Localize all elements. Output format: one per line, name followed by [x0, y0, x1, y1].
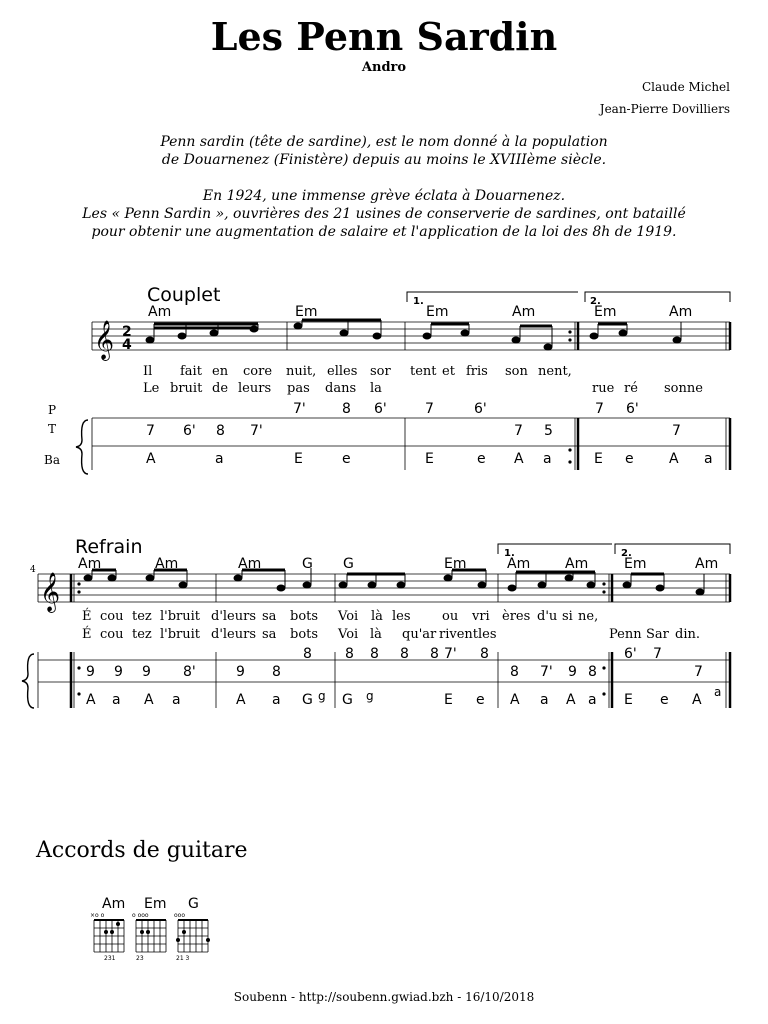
tab-row-ba	[86, 685, 721, 708]
svg-text:A: A	[669, 451, 679, 467]
svg-text:de: de	[212, 381, 229, 396]
chord-symbol: Em	[295, 304, 318, 320]
tab-row-t	[86, 664, 703, 680]
svg-text:rue: rue	[592, 381, 615, 396]
svg-text:E: E	[425, 451, 434, 467]
svg-text:sonne: sonne	[664, 381, 703, 396]
svg-text:G: G	[188, 896, 199, 912]
staff-label-ba: Ba	[44, 453, 60, 467]
chord-symbol: Am	[148, 304, 172, 320]
arranger: Jean-Pierre Dovilliers	[599, 102, 730, 116]
lyrics-line-2	[82, 626, 700, 642]
song-title: Les Penn Sardin	[210, 14, 558, 59]
svg-text:E: E	[294, 451, 303, 467]
svg-text:8: 8	[342, 401, 351, 417]
svg-text:sa: sa	[262, 627, 277, 642]
svg-text:2.: 2.	[590, 296, 601, 307]
svg-text:7: 7	[595, 401, 604, 417]
svg-text:e: e	[625, 451, 634, 467]
svg-text:a: a	[543, 451, 552, 467]
guitar-chord-diagrams	[86, 894, 236, 960]
chord-symbol: Em	[624, 556, 647, 572]
svg-text:g: g	[318, 689, 326, 703]
svg-text:son: son	[505, 364, 528, 379]
svg-text:elles: elles	[327, 364, 358, 379]
time-signature: 4	[122, 337, 132, 353]
svg-text:les: les	[478, 627, 497, 642]
svg-text:e: e	[342, 451, 351, 467]
svg-text:fait: fait	[180, 364, 202, 379]
chord-symbol: Am	[669, 304, 693, 320]
staff	[92, 322, 730, 350]
svg-text:et: et	[442, 364, 455, 379]
svg-text:a: a	[172, 692, 181, 708]
svg-text:e: e	[476, 692, 485, 708]
svg-text:bruit: bruit	[170, 381, 203, 396]
note-group	[146, 324, 258, 343]
chord-symbol: Em	[426, 304, 449, 320]
svg-text:nuit,: nuit,	[286, 364, 317, 379]
svg-text:231: 231	[104, 955, 116, 960]
svg-text:8: 8	[400, 646, 409, 662]
svg-text:a: a	[588, 692, 597, 708]
svg-text:×o o: ×o o	[90, 912, 105, 919]
svg-text:1.: 1.	[413, 296, 424, 307]
svg-text:G: G	[302, 692, 313, 708]
svg-text:7: 7	[425, 401, 434, 417]
svg-text:rivent: rivent	[439, 627, 479, 642]
song-subtitle: Andro	[361, 60, 407, 75]
svg-text:9: 9	[568, 664, 577, 680]
intro-line: En 1924, une immense grève éclata à Douarnenez.	[202, 188, 566, 204]
svg-text:tez: tez	[132, 609, 152, 624]
svg-text:G: G	[342, 692, 353, 708]
svg-text:cou: cou	[100, 609, 124, 624]
svg-text:7: 7	[653, 646, 662, 662]
staff-label-t: T	[48, 422, 57, 436]
svg-text:9: 9	[86, 664, 95, 680]
svg-text:23: 23	[136, 955, 144, 960]
score-system-2	[0, 532, 768, 712]
svg-text:les: les	[392, 609, 411, 624]
svg-text:A: A	[692, 692, 702, 708]
svg-text:5: 5	[544, 423, 553, 439]
svg-text:ne,: ne,	[578, 609, 599, 624]
section-label-refrain: Refrain	[75, 536, 143, 558]
repeat-dots	[568, 448, 571, 463]
svg-text:d'leurs: d'leurs	[211, 627, 257, 642]
svg-text:Voi: Voi	[338, 627, 359, 642]
svg-text:a: a	[540, 692, 549, 708]
time-signature: 2	[122, 324, 132, 340]
svg-text:là: là	[370, 627, 382, 642]
intro-line: pour obtenir une augmentation de salaire et l'application de la loi des 8h de 1919.	[91, 224, 677, 240]
svg-text:8: 8	[430, 646, 439, 662]
svg-text:8: 8	[480, 646, 489, 662]
guitar-chords-heading: Accords de guitare	[36, 838, 248, 863]
footer-credits: Soubenn - http://soubenn.gwiad.bzh - 16/10/2018	[233, 990, 535, 1004]
svg-text:9: 9	[236, 664, 245, 680]
svg-text:A: A	[86, 692, 96, 708]
lyrics-line-1	[143, 364, 572, 379]
svg-text:7': 7'	[293, 401, 306, 417]
svg-text:A: A	[236, 692, 246, 708]
note-group	[339, 570, 486, 588]
svg-text:core: core	[243, 364, 273, 379]
svg-text:A: A	[514, 451, 524, 467]
composer: Claude Michel	[641, 80, 730, 94]
svg-text:É: É	[82, 609, 92, 624]
svg-text:Sar: Sar	[646, 627, 669, 642]
svg-text:6': 6'	[624, 646, 637, 662]
treble-clef-icon: 𝄞	[40, 572, 61, 612]
svg-text:7: 7	[694, 664, 703, 680]
svg-text:Em: Em	[144, 896, 167, 912]
chord-symbol: Am	[565, 556, 589, 572]
tab-row-ba	[146, 451, 713, 467]
svg-text:Am: Am	[102, 896, 126, 912]
svg-text:É: É	[82, 627, 92, 642]
svg-text:7: 7	[672, 423, 681, 439]
svg-text:ré: ré	[624, 381, 638, 396]
svg-text:Il: Il	[143, 364, 153, 379]
svg-text:a: a	[272, 692, 281, 708]
svg-text:E: E	[624, 692, 633, 708]
svg-text:8: 8	[588, 664, 597, 680]
svg-text:E: E	[594, 451, 603, 467]
svg-text:dans: dans	[325, 381, 357, 396]
svg-text:e: e	[477, 451, 486, 467]
svg-text:nent,: nent,	[538, 364, 572, 379]
svg-text:6': 6'	[474, 401, 487, 417]
tab-row-t	[146, 423, 681, 439]
svg-text:8: 8	[510, 664, 519, 680]
svg-text:9: 9	[114, 664, 123, 680]
svg-text:A: A	[144, 692, 154, 708]
svg-text:7': 7'	[444, 646, 457, 662]
chord-symbol: Am	[155, 556, 179, 572]
intro-paragraph-2	[0, 187, 768, 241]
intro-paragraph-1	[0, 133, 768, 169]
chord-symbol: Am	[512, 304, 536, 320]
svg-text:9: 9	[142, 664, 151, 680]
svg-text:a: a	[215, 451, 224, 467]
chord-symbol: G	[343, 556, 354, 572]
svg-text:Le: Le	[143, 381, 160, 396]
svg-text:7': 7'	[250, 423, 263, 439]
chord-symbol: Em	[594, 304, 617, 320]
svg-text:d'u: d'u	[537, 609, 558, 624]
svg-text:qu'ar: qu'ar	[402, 627, 437, 642]
svg-text:g: g	[366, 689, 374, 703]
svg-text:6': 6'	[374, 401, 387, 417]
svg-text:la: la	[370, 381, 382, 396]
svg-text:sor: sor	[370, 364, 391, 379]
tab-row-p	[303, 646, 662, 662]
note-group	[623, 574, 704, 595]
brace-icon	[22, 654, 34, 708]
svg-text:l'bruit: l'bruit	[160, 609, 201, 624]
svg-text:a: a	[112, 692, 121, 708]
svg-text:7: 7	[514, 423, 523, 439]
note-group	[84, 570, 187, 588]
chord-symbol: G	[302, 556, 313, 572]
note-group	[423, 324, 552, 350]
chord-symbol: Am	[507, 556, 531, 572]
lyrics-line-1	[82, 608, 598, 624]
chord-diagram-am	[90, 896, 125, 960]
svg-text:8': 8'	[183, 664, 196, 680]
svg-text:8: 8	[303, 646, 312, 662]
svg-text:Voi: Voi	[338, 609, 359, 624]
measure-number: 4	[30, 565, 36, 575]
chord-symbol: Em	[444, 556, 467, 572]
svg-text:E: E	[444, 692, 453, 708]
svg-text:vri: vri	[472, 609, 490, 624]
svg-text:ooo: ooo	[174, 912, 186, 919]
svg-text:8: 8	[216, 423, 225, 439]
svg-text:6': 6'	[183, 423, 196, 439]
svg-text:leurs: leurs	[238, 381, 272, 396]
svg-text:8: 8	[370, 646, 379, 662]
svg-text:e: e	[660, 692, 669, 708]
tab-row-p	[293, 401, 639, 417]
svg-text:2.: 2.	[621, 548, 632, 559]
svg-text:l'bruit: l'bruit	[160, 627, 201, 642]
svg-text:ou: ou	[442, 609, 459, 624]
section-label-couplet: Couplet	[147, 284, 221, 306]
svg-text:7': 7'	[540, 664, 553, 680]
intro-line: Penn sardin (tête de sardine), est le nom donné à la population	[160, 134, 608, 150]
chord-symbol: Am	[238, 556, 262, 572]
chord-symbol: Am	[695, 556, 719, 572]
svg-text:21 3: 21 3	[176, 955, 190, 960]
svg-text:6': 6'	[626, 401, 639, 417]
note-group	[234, 568, 311, 591]
chord-diagram-g	[174, 896, 210, 960]
svg-text:7: 7	[146, 423, 155, 439]
svg-text:a: a	[704, 451, 713, 467]
svg-text:o ooo: o ooo	[132, 912, 149, 919]
score-system-1	[0, 280, 768, 480]
svg-text:là: là	[371, 609, 383, 624]
svg-text:A: A	[510, 692, 520, 708]
treble-clef-icon: 𝄞	[94, 320, 115, 360]
svg-text:bots: bots	[290, 609, 319, 624]
note-group	[590, 322, 681, 343]
svg-text:tez: tez	[132, 627, 152, 642]
svg-text:tent: tent	[410, 364, 437, 379]
svg-text:bots: bots	[290, 627, 319, 642]
svg-text:Penn: Penn	[609, 627, 642, 642]
svg-text:A: A	[566, 692, 576, 708]
svg-text:8: 8	[345, 646, 354, 662]
svg-text:ères: ères	[502, 609, 531, 624]
svg-text:din.: din.	[675, 627, 700, 642]
svg-text:cou: cou	[100, 627, 124, 642]
svg-text:A: A	[146, 451, 156, 467]
svg-text:fris: fris	[466, 364, 488, 379]
lyrics-line-2	[143, 381, 703, 396]
intro-line: Les « Penn Sardin », ouvrières des 21 usines de conserverie de sardines, ont bataillé	[82, 206, 686, 222]
svg-text:a: a	[714, 685, 722, 699]
svg-text:8: 8	[272, 664, 281, 680]
intro-line: de Douarnenez (Finistère) depuis au moins le XVIIIème siècle.	[161, 152, 607, 168]
svg-text:en: en	[212, 364, 229, 379]
brace-icon	[76, 420, 88, 474]
svg-text:pas: pas	[287, 381, 310, 396]
chord-symbol: Am	[78, 556, 102, 572]
staff-label-p: P	[48, 403, 57, 417]
chord-diagram-em	[132, 896, 166, 960]
svg-text:sa: sa	[262, 609, 277, 624]
svg-text:1.: 1.	[504, 548, 515, 559]
svg-text:d'leurs: d'leurs	[211, 609, 257, 624]
svg-text:si: si	[562, 609, 573, 624]
